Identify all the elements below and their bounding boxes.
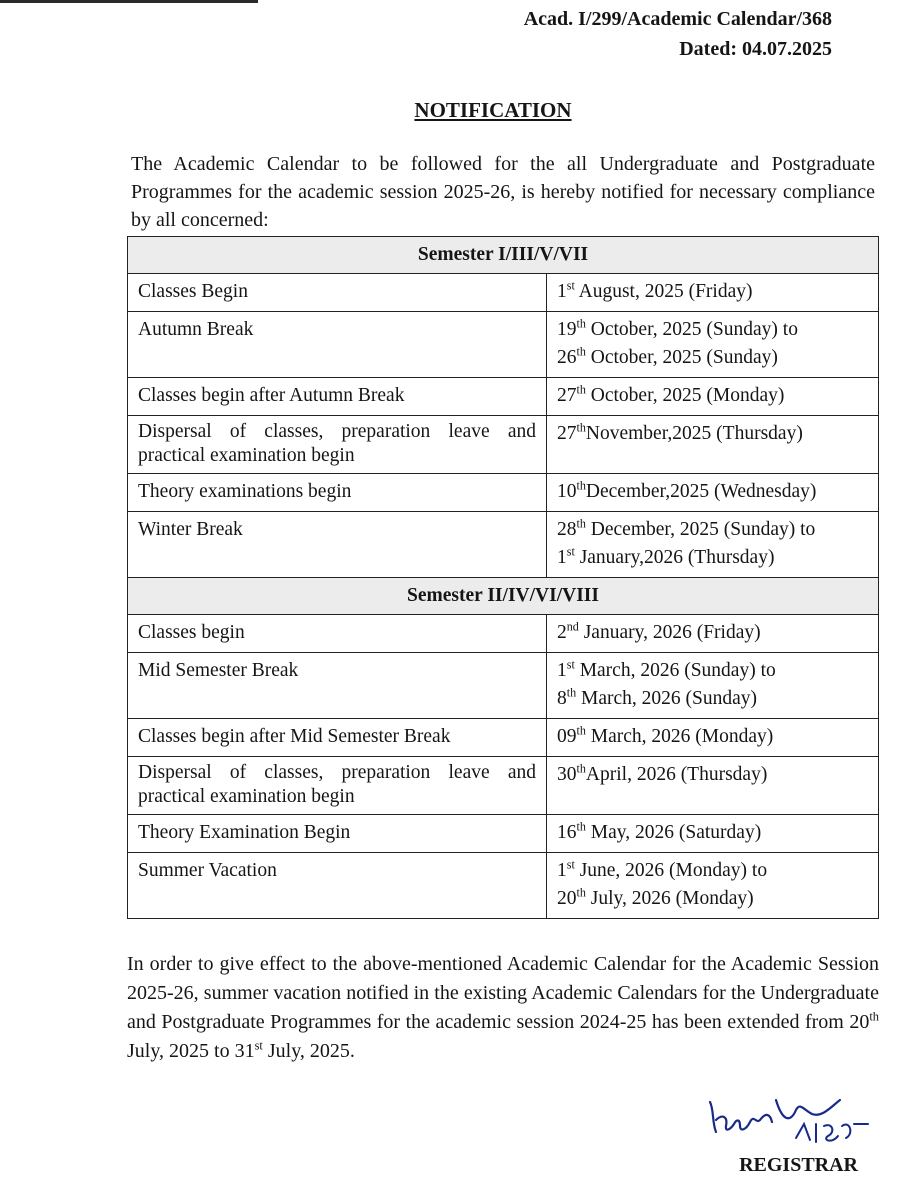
notification-title: NOTIFICATION	[414, 98, 572, 122]
date-line: 1st June, 2026 (Monday) to	[557, 857, 768, 881]
calendar-row	[128, 416, 879, 474]
dated: Dated: 04.07.2025	[679, 38, 832, 60]
calendar-row	[128, 853, 879, 919]
semester-name: Semester I/III/V/VII	[128, 237, 879, 274]
semester-header-row	[128, 237, 879, 274]
event-cell: Winter Break	[128, 512, 547, 578]
academic-calendar-table	[127, 236, 879, 919]
semester-name: Semester II/IV/VI/VIII	[128, 578, 879, 615]
calendar-row	[128, 512, 879, 578]
date-cell	[547, 853, 879, 919]
date-line: 2nd January, 2026 (Friday)	[557, 619, 761, 643]
date-line: 26th October, 2025 (Sunday)	[557, 344, 778, 368]
date-cell	[547, 512, 879, 578]
semester-header-row	[128, 578, 879, 615]
date-line: 30thApril, 2026 (Thursday)	[557, 761, 768, 785]
event-cell: Dispersal of classes, preparation leave and practical examination begin	[128, 416, 547, 474]
intro-paragraph: The Academic Calendar to be followed for the all Undergraduate and Postgraduate Programmes for the academic session 2025-26, is hereby notified for necessary compliance by all concerned:	[131, 153, 875, 231]
date-cell	[547, 474, 879, 512]
date-cell	[547, 719, 879, 757]
event-cell: Classes begin	[128, 615, 547, 653]
date-cell	[547, 416, 879, 474]
date-line: 1st January,2026 (Thursday)	[557, 544, 775, 568]
calendar-row	[128, 474, 879, 512]
signatory-title: REGISTRAR	[739, 1154, 858, 1176]
date-line: 10thDecember,2025 (Wednesday)	[557, 478, 817, 502]
date-line: 28th December, 2025 (Sunday) to	[557, 516, 816, 540]
date-cell	[547, 378, 879, 416]
calendar-row	[128, 653, 879, 719]
calendar-row	[128, 312, 879, 378]
date-cell	[547, 815, 879, 853]
date-line: 16th May, 2026 (Saturday)	[557, 819, 762, 843]
reference-block	[524, 4, 832, 64]
date-line: 1st August, 2025 (Friday)	[557, 278, 753, 302]
event-cell: Dispersal of classes, preparation leave and practical examination begin	[128, 757, 547, 815]
calendar-row	[128, 378, 879, 416]
calendar-row	[128, 815, 879, 853]
date-cell	[547, 757, 879, 815]
event-cell: Theory Examination Begin	[128, 815, 547, 853]
event-cell: Classes begin after Autumn Break	[128, 378, 547, 416]
calendar-row	[128, 615, 879, 653]
date-line: 1st March, 2026 (Sunday) to	[557, 657, 776, 681]
date-cell	[547, 615, 879, 653]
calendar-row	[128, 757, 879, 815]
event-cell: Classes begin after Mid Semester Break	[128, 719, 547, 757]
date-line: 27th October, 2025 (Monday)	[557, 382, 785, 406]
event-cell: Classes Begin	[128, 274, 547, 312]
date-line: 09th March, 2026 (Monday)	[557, 723, 774, 747]
date-line: 27thNovember,2025 (Thursday)	[557, 420, 803, 444]
date-cell	[547, 312, 879, 378]
reference-number: Acad. I/299/Academic Calendar/368	[523, 8, 832, 30]
calendar-row	[128, 274, 879, 312]
signature-image	[700, 1080, 900, 1152]
calendar-row	[128, 719, 879, 757]
footer-paragraph: In order to give effect to the above-mentioned Academic Calendar for the Academic Session 2025-26, summer vacation notified in the existing Academic Calendars for the Undergraduate and Postgraduate Programmes for the academic session 2024-25 has been extended from 20th July, 2025 to 31st July, 2025.	[127, 953, 879, 1062]
date-line: 19th October, 2025 (Sunday) to	[557, 316, 798, 340]
event-cell: Theory examinations begin	[128, 474, 547, 512]
event-cell: Autumn Break	[128, 312, 547, 378]
top-rule	[0, 0, 258, 3]
date-cell	[547, 274, 879, 312]
date-cell	[547, 653, 879, 719]
date-line: 20th July, 2026 (Monday)	[557, 885, 754, 909]
event-cell: Mid Semester Break	[128, 653, 547, 719]
event-cell: Summer Vacation	[128, 853, 547, 919]
date-line: 8th March, 2026 (Sunday)	[557, 685, 758, 709]
